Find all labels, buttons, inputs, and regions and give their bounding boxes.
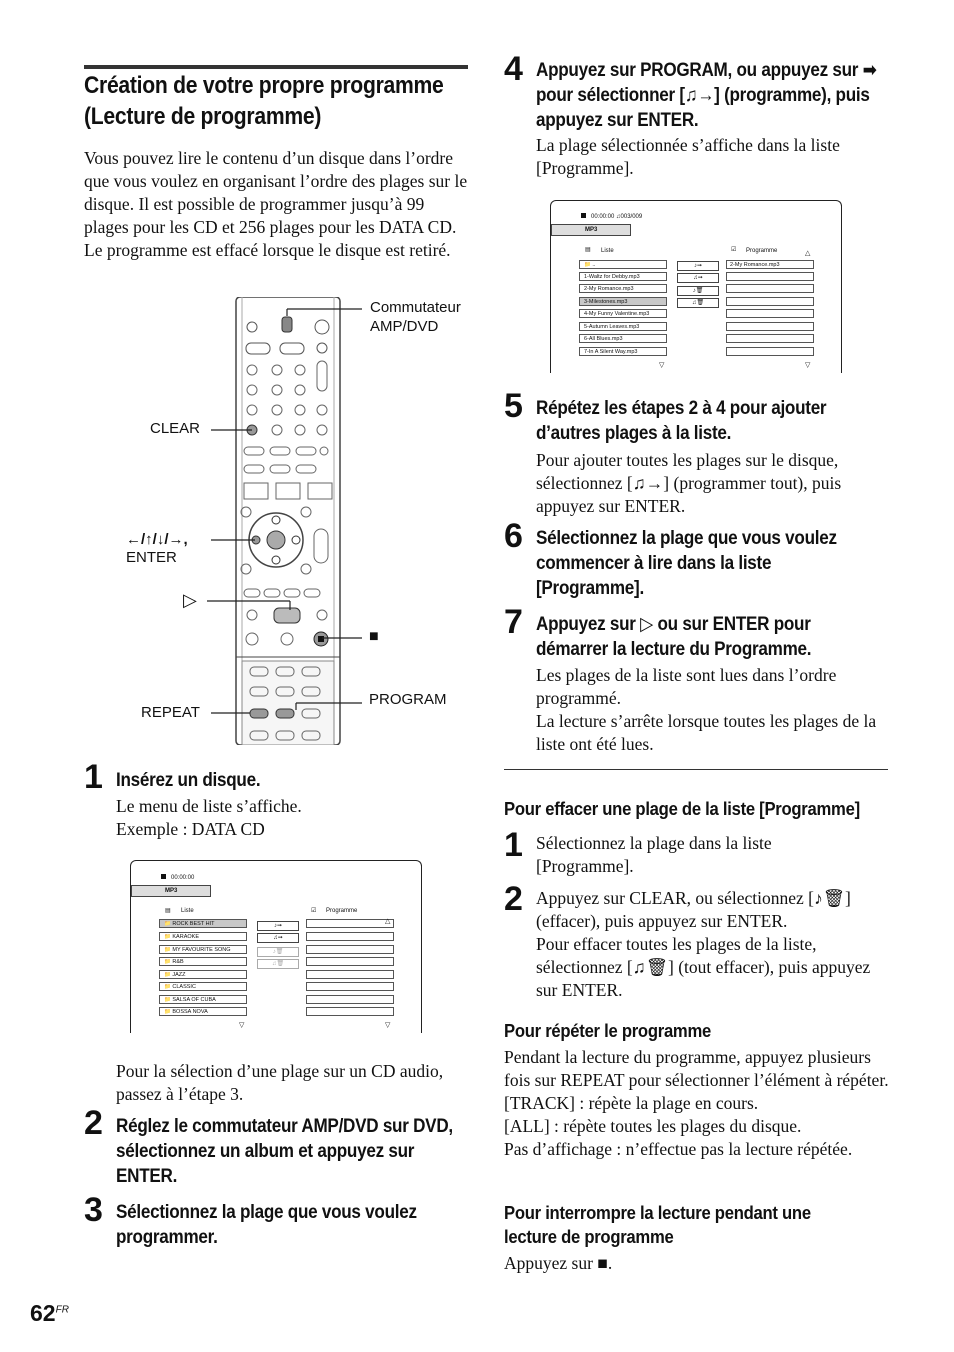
- callout-arrows: ←/↑/↓/→,: [126, 531, 188, 548]
- step-number: 5: [504, 387, 523, 425]
- step-title: Insérez un disque.: [116, 770, 261, 791]
- scroll-down-icon[interactable]: ▽: [805, 362, 811, 369]
- step-body: Les plages de la liste sont lues dans l’ordre programmé. La lecture s’arrête lorsque toutes les plages de la liste ont été lues.: [536, 665, 877, 754]
- screen-format: MP3: [551, 224, 631, 236]
- repeat-heading: Pour répéter le programme: [504, 1020, 711, 1041]
- stop-icon: [161, 874, 166, 879]
- program-slot[interactable]: [306, 932, 394, 941]
- stop-heading: Pour interrompre la lecture pendant une lecture de programme: [504, 1202, 811, 1247]
- program-slot[interactable]: [306, 970, 394, 979]
- program-slot[interactable]: [306, 995, 394, 1004]
- scroll-down-icon[interactable]: ▽: [385, 1022, 391, 1029]
- callout-switch: Commutateur AMP/DVD: [370, 299, 461, 335]
- program-label: Programme: [746, 248, 778, 254]
- list-item[interactable]: 📁 CLASSIC: [159, 982, 247, 991]
- stop-body: Appuyez sur ■.: [504, 1253, 613, 1273]
- page-number: [30, 1300, 69, 1327]
- osd-screen-data-cd: [130, 860, 422, 1033]
- step-number: 1: [84, 758, 103, 796]
- program-slot[interactable]: [306, 1007, 394, 1016]
- screen-time: 00:00:00: [591, 214, 615, 220]
- page-language: FR: [55, 1304, 69, 1316]
- callout-clear: CLEAR: [150, 420, 201, 437]
- program-slot[interactable]: [726, 334, 814, 343]
- program-label: Programme: [326, 908, 358, 914]
- program-slot[interactable]: [726, 347, 814, 356]
- audio-cd-note: Pour la sélection d’une plage sur un CD audio, passez à l’étape 3.: [116, 1061, 444, 1104]
- section-title: Création de votre propre programme (Lecture de programme): [84, 72, 444, 130]
- step-title: Réglez le commutateur AMP/DVD sur DVD, sélectionnez un album et appuyez sur ENTER.: [116, 1116, 453, 1187]
- program-slot[interactable]: [306, 957, 394, 966]
- erase-all-icon[interactable]: ♫🗑: [677, 298, 719, 308]
- step-title: Sélectionnez la plage que vous voulez commencer à lire dans la liste [Programme].: [536, 528, 837, 599]
- scroll-down-icon[interactable]: ▽: [659, 362, 665, 369]
- program-slot[interactable]: 2-My Romance.mp3: [726, 260, 814, 269]
- program-slot[interactable]: [306, 945, 394, 954]
- list-item[interactable]: 3-Milestones.mp3: [579, 297, 667, 306]
- list-item[interactable]: 📁 BOSSA NOVA: [159, 1007, 247, 1016]
- step-number: 7: [504, 603, 523, 641]
- step-body: Pour ajouter toutes les plages sur le disque, sélectionnez [♫→] (programmer tout), puis appuyez sur ENTER.: [536, 450, 842, 516]
- program-slot[interactable]: [726, 284, 814, 293]
- section-divider: [504, 769, 888, 770]
- step-body: La plage sélectionnée s’affiche dans la liste [Programme].: [536, 135, 840, 178]
- callout-stop-icon: ■: [369, 628, 379, 645]
- erase-heading: Pour effacer une plage de la liste [Programme]: [504, 798, 860, 819]
- list-item[interactable]: 7-In A Silent Way.mp3: [579, 347, 667, 356]
- program-slot[interactable]: [726, 322, 814, 331]
- list-item[interactable]: 📁 SALSA OF CUBA: [159, 995, 247, 1004]
- callout-play-icon: ▷: [183, 590, 197, 610]
- erase-step-2: Appuyez sur CLEAR, ou sélectionnez [♪🗑] (effacer), puis appuyez sur ENTER. Pour effacer toutes les plages de la liste, sélectionnez [♫🗑] (tout effacer), puis appuyez sur ENTER.: [536, 888, 871, 1000]
- program-slot[interactable]: [726, 309, 814, 318]
- list-item[interactable]: 6-All Blues.mp3: [579, 334, 667, 343]
- program-all-icon[interactable]: ♫➞: [677, 273, 719, 283]
- program-slot[interactable]: [306, 919, 394, 928]
- screen-status: [581, 213, 642, 220]
- list-item[interactable]: 📁 ROCK BEST HIT: [159, 919, 247, 928]
- step-body: Le menu de liste s’affiche. Exemple : DATA CD: [116, 796, 302, 839]
- program-add-icon[interactable]: ♪➞: [257, 921, 299, 931]
- list-item[interactable]: 📁 MY FAVOURITE SONG: [159, 945, 247, 954]
- scroll-up-icon[interactable]: △: [805, 250, 811, 257]
- erase-icon[interactable]: ♪🗑: [257, 947, 299, 957]
- erase-icon[interactable]: ♪🗑: [677, 286, 719, 296]
- screen-format: MP3: [131, 885, 211, 897]
- program-check-icon: ☑: [311, 908, 317, 914]
- folder-list-icon: ▤: [165, 908, 171, 914]
- list-item[interactable]: 📁 ..: [579, 260, 667, 269]
- page-number-value: 62: [30, 1300, 56, 1326]
- step-number: 4: [504, 50, 523, 88]
- callout-enter: ENTER: [126, 549, 177, 566]
- osd-screen-mp3: [550, 200, 842, 373]
- step-title: Sélectionnez la plage que vous voulez programmer.: [116, 1202, 417, 1248]
- stop-icon: [581, 213, 586, 218]
- intro-paragraph: Vous pouvez lire le contenu d’un disque dans l’ordre que vous voulez en organisant l’ordre des plages sur le disque. Il est possible de programmer jusqu’à 99 plages pour les CD et 256 plages pour les DATA CD. Le programme est effacé lorsque le disque est retiré.: [84, 148, 468, 260]
- folder-list-icon: ▤: [585, 247, 591, 253]
- callout-repeat: REPEAT: [141, 704, 200, 721]
- erase-all-icon[interactable]: ♫🗑: [257, 959, 299, 969]
- list-label: Liste: [601, 248, 614, 254]
- list-item[interactable]: 4-My Funny Valentine.mp3: [579, 309, 667, 318]
- program-add-icon[interactable]: ♪➞: [677, 261, 719, 271]
- callout-program: PROGRAM: [369, 691, 447, 708]
- step-number: 3: [84, 1191, 103, 1229]
- list-item[interactable]: 📁 JAZZ: [159, 970, 247, 979]
- program-slot[interactable]: [726, 272, 814, 281]
- step-number: 2: [504, 880, 523, 918]
- program-check-icon: ☑: [731, 247, 737, 253]
- program-slot[interactable]: [726, 297, 814, 306]
- list-item[interactable]: 📁 R&B: [159, 957, 247, 966]
- list-item[interactable]: 📁 KARAOKE: [159, 932, 247, 941]
- list-label: Liste: [181, 908, 194, 914]
- list-item[interactable]: 2-My Romance.mp3: [579, 284, 667, 293]
- step-title: Appuyez sur ▷ ou sur ENTER pour démarrer la lecture du Programme.: [536, 614, 812, 660]
- program-all-icon[interactable]: ♫➞: [257, 933, 299, 943]
- scroll-up-icon[interactable]: △: [385, 918, 391, 925]
- screen-track: ♫003/009: [616, 214, 643, 220]
- step-number: 2: [84, 1104, 103, 1142]
- step-title: Répétez les étapes 2 à 4 pour ajouter d’autres plages à la liste.: [536, 398, 827, 444]
- step-number: 6: [504, 517, 523, 555]
- repeat-body: Pendant la lecture du programme, appuyez plusieurs fois sur REPEAT pour sélectionner l’élément à répéter. [TRACK] : répète la plage en cours. [ALL] : répète toutes les plages du disque. Pas d’affichage : n’effectue pas la lecture répétée.: [504, 1047, 889, 1159]
- step-number: 1: [504, 826, 523, 864]
- program-slot[interactable]: [306, 982, 394, 991]
- list-item[interactable]: 5-Autumn Leaves.mp3: [579, 322, 667, 331]
- list-item[interactable]: 1-Waltz for Debby.mp3: [579, 272, 667, 281]
- scroll-down-icon[interactable]: ▽: [239, 1022, 245, 1029]
- screen-status: [161, 874, 194, 881]
- step-title: Appuyez sur PROGRAM, ou appuyez sur ➡ pour sélectionner [♫→] (programme), puis appuyez sur ENTER.: [536, 60, 877, 131]
- erase-step-1: Sélectionnez la plage dans la liste [Programme].: [536, 833, 772, 876]
- screen-time: 00:00:00: [171, 875, 195, 881]
